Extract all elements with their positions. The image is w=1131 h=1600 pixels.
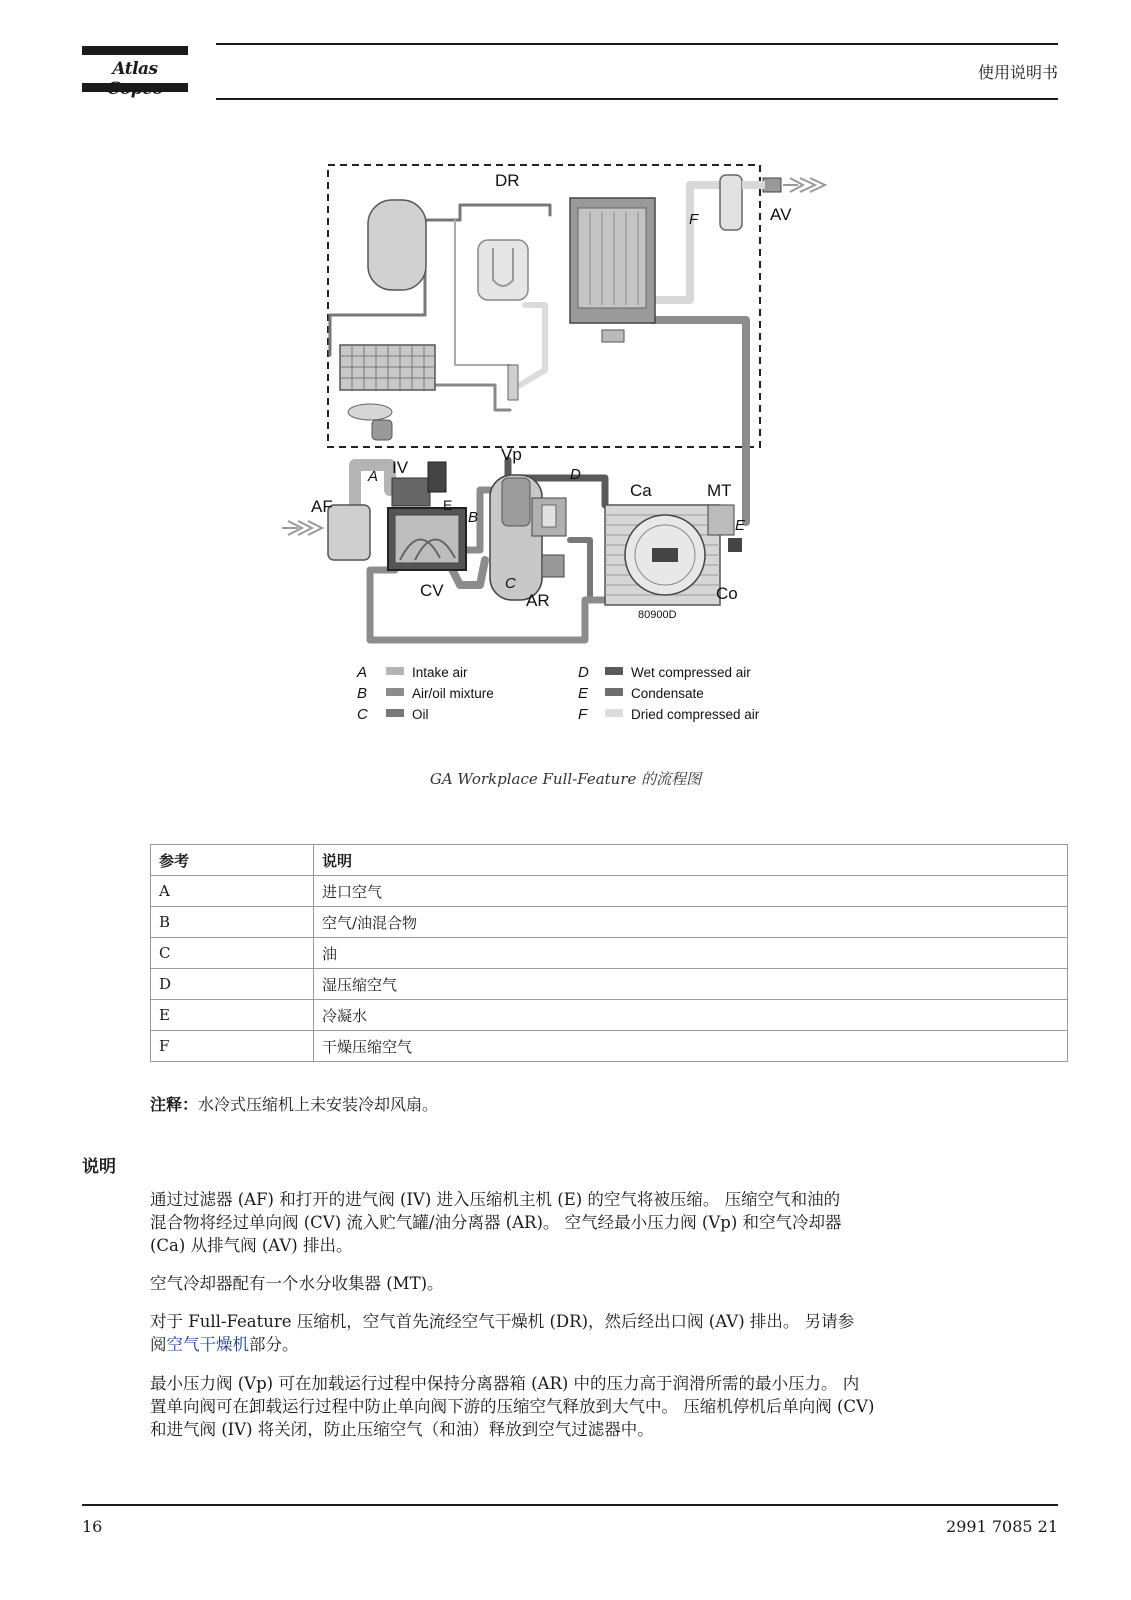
table-cell-ref: E	[151, 1000, 314, 1031]
flow-diagram	[280, 160, 840, 745]
pipe-oil-return	[370, 570, 605, 640]
legend-letter: D	[578, 664, 589, 681]
label-mt: MT	[707, 481, 732, 500]
legend-text: Wet compressed air	[631, 665, 751, 680]
table-cell-desc: 油	[314, 938, 1068, 969]
drain-valve	[728, 538, 742, 552]
legend-swatch	[386, 667, 404, 675]
inlet-valve	[392, 478, 430, 506]
legend-swatch	[605, 709, 623, 717]
label-b: B	[468, 509, 479, 526]
legend-text: Air/oil mixture	[412, 686, 494, 701]
moisture-trap	[708, 505, 734, 535]
paragraph-2: 空气冷却器配有一个水分收集器 (MT)。	[150, 1274, 444, 1293]
dryer-receiver-tank	[368, 200, 426, 290]
air-dryer-link[interactable]: 空气干燥机	[166, 1335, 249, 1354]
pipe-wet-air-riser	[652, 320, 746, 522]
note-text: 水冷式压缩机上未安装冷却风扇。	[198, 1095, 439, 1114]
legend-swatch	[605, 688, 623, 696]
text-fragment: 阅	[150, 1335, 167, 1354]
label-vp: Vp	[501, 445, 522, 464]
note	[150, 1092, 438, 1115]
legend-text: Condensate	[631, 686, 704, 701]
label-cv: CV	[420, 581, 444, 600]
dryer-fan	[348, 404, 392, 420]
legend-letter: A	[357, 664, 368, 681]
label-av: AV	[770, 205, 792, 224]
paragraph-line: 和进气阀 (IV) 将关闭，防止压缩空气（和油）释放到空气过滤器中。	[150, 1420, 654, 1439]
brand-logo-text: Atlas	[112, 59, 158, 79]
legend-swatch	[605, 667, 623, 675]
figure-caption: GA Workplace Full-Feature 的流程图	[429, 770, 702, 788]
legend-letter: F	[578, 706, 588, 723]
label-dr: DR	[495, 171, 520, 190]
paragraph-4	[150, 1372, 1056, 1441]
label-code: 80900D	[638, 609, 677, 621]
legend-swatch	[386, 709, 404, 717]
brand-logo	[82, 46, 188, 100]
legend-text: Dried compressed air	[631, 707, 760, 722]
table-row	[151, 1000, 1068, 1031]
dryer-separator	[478, 240, 528, 300]
inlet-arrow-icon	[282, 521, 322, 535]
legend-text: Intake air	[412, 665, 468, 680]
paragraph-3	[150, 1310, 1056, 1356]
table-row	[151, 938, 1068, 969]
table-header-ref: 参考	[151, 845, 314, 876]
table-cell-ref: C	[151, 938, 314, 969]
label-a: A	[368, 468, 379, 485]
label-c: C	[505, 575, 516, 592]
table-row	[151, 907, 1068, 938]
legend-letter: B	[357, 685, 368, 702]
text-fragment: 部分。	[249, 1335, 299, 1354]
table-row	[151, 876, 1068, 907]
label-co: Co	[716, 584, 738, 603]
paragraph-line: 对于 Full-Feature 压缩机，空气首先流经空气干燥机 (DR)，然后经出口阀 (AV) 排出。 另请参	[150, 1312, 855, 1331]
table-cell-ref: D	[151, 969, 314, 1000]
label-af: AF	[311, 497, 333, 516]
paragraph-line: 最小压力阀 (Vp) 可在加载运行过程中保持分离器箱 (AR) 中的压力高于润滑所需的最小压力。 内	[150, 1374, 860, 1393]
table-header-row	[151, 845, 1068, 876]
table-cell-ref: F	[151, 1031, 314, 1062]
note-label: 注释：	[150, 1095, 199, 1114]
legend-letter: E	[578, 685, 589, 702]
header-rule-top	[216, 43, 1058, 45]
table-cell-desc: 空气/油混合物	[314, 907, 1068, 938]
label-ca: Ca	[630, 481, 652, 500]
label-iv: IV	[392, 458, 409, 477]
diagram-legend	[356, 664, 760, 723]
pipe-dried-air	[652, 185, 720, 300]
outlet-arrow-icon	[783, 178, 825, 192]
paragraph-line	[150, 1333, 1056, 1356]
footer-rule	[82, 1504, 1058, 1506]
air-filter	[328, 505, 370, 560]
table-cell-desc: 冷凝水	[314, 1000, 1068, 1031]
paragraph-1	[150, 1188, 1056, 1257]
legend-swatch	[386, 688, 404, 696]
header-rule-bottom	[216, 98, 1058, 100]
pipe-refrigerant-bottom	[430, 385, 510, 410]
table-row	[151, 969, 1068, 1000]
paragraph-line: 置单向阀可在卸载运行过程中防止单向阀下游的压缩空气释放到大气中。 压缩机停机后单向阀 (CV)	[150, 1397, 875, 1416]
paragraph-line: 混合物将经过单向阀 (CV) 流入贮气罐/油分离器 (AR)。 空气经最小压力阀 (Vp) 和空气冷却器	[150, 1213, 842, 1232]
label-e-element: E	[443, 497, 453, 513]
table-cell-desc: 湿压缩空气	[314, 969, 1068, 1000]
document-title: 使用说明书	[977, 63, 1058, 82]
legend-text: Oil	[412, 707, 429, 722]
section-heading: 说明	[82, 1157, 116, 1177]
document-number: 2991 7085 21	[946, 1517, 1058, 1536]
label-ar: AR	[526, 591, 550, 610]
table-cell-ref: B	[151, 907, 314, 938]
paragraph-line: 通过过滤器 (AF) 和打开的进气阀 (IV) 进入压缩机主机 (E) 的空气将被压缩。 压缩空气和油的	[150, 1190, 841, 1209]
page-number: 16	[82, 1517, 103, 1536]
outlet-valve	[763, 178, 781, 192]
outlet-filter	[720, 175, 742, 230]
reference-table	[150, 844, 1068, 1062]
table-header-desc: 说明	[314, 845, 1068, 876]
label-d: D	[570, 466, 581, 483]
table-cell-desc: 干燥压缩空气	[314, 1031, 1068, 1062]
label-e-trap: E	[735, 517, 746, 534]
table-row	[151, 1031, 1068, 1062]
label-f: F	[689, 211, 699, 228]
pipe-oil-cooler	[570, 540, 605, 600]
paragraph-line: (Ca) 从排气阀 (AV) 排出。	[150, 1236, 353, 1255]
legend-letter: C	[357, 706, 368, 723]
table-cell-desc: 进口空气	[314, 876, 1068, 907]
table-cell-ref: A	[151, 876, 314, 907]
